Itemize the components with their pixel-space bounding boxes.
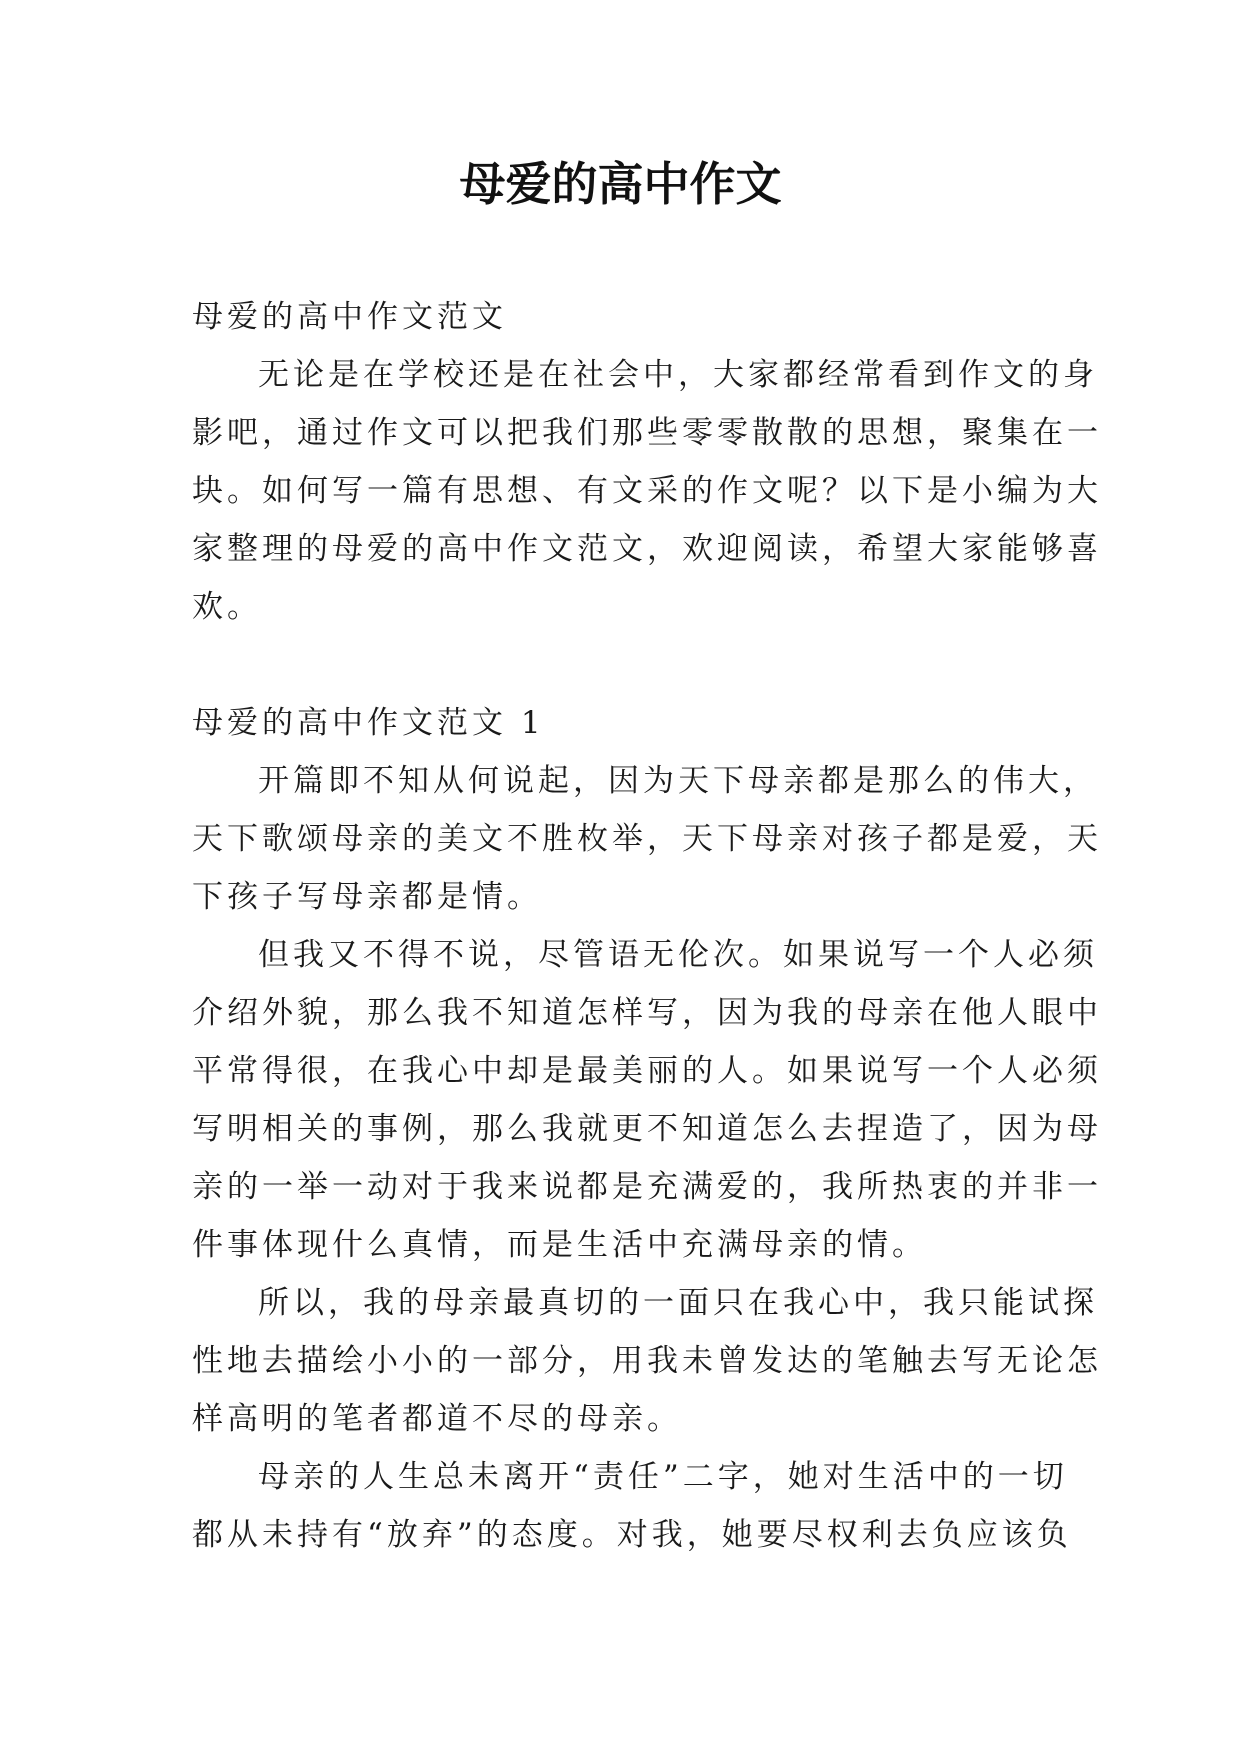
paragraph-line: 开篇即不知从何说起，因为天下母亲都是那么的伟大， — [258, 763, 1098, 799]
section-heading: 母爱的高中作文范文 — [192, 299, 507, 335]
paragraph-line: 写明相关的事例，那么我就更不知道怎么去捏造了，因为母 — [192, 1111, 1102, 1147]
paragraph-line: 样高明的笔者都道不尽的母亲。 — [192, 1401, 682, 1437]
paragraph-line: 所以，我的母亲最真切的一面只在我心中，我只能试探 — [258, 1285, 1098, 1321]
paragraph-line: 都从未持有“放弃”的态度。对我，她要尽权利去负应该负 — [192, 1517, 1072, 1553]
paragraph-line: 平常得很，在我心中却是最美丽的人。如果说写一个人必须 — [192, 1053, 1102, 1089]
paragraph-line: 性地去描绘小小的一部分，用我未曾发达的笔触去写无论怎 — [192, 1343, 1102, 1379]
section-heading: 母爱的高中作文范文 1 — [192, 705, 545, 741]
blank-line — [192, 636, 1060, 694]
paragraph-line: 件事体现什么真情，而是生活中充满母亲的情。 — [192, 1227, 927, 1263]
paragraph-line: 母亲的人生总未离开“责任”二字，她对生活中的一切 — [258, 1459, 1068, 1495]
paragraph-line: 天下歌颂母亲的美文不胜枚举，天下母亲对孩子都是爱，天 — [192, 821, 1102, 857]
document-title: 母爱的高中作文 — [459, 157, 782, 211]
document-body — [192, 288, 1102, 1564]
paragraph-line: 块。如何写一篇有思想、有文采的作文呢？以下是小编为大 — [192, 473, 1102, 509]
paragraph-line: 无论是在学校还是在社会中，大家都经常看到作文的身 — [258, 357, 1098, 393]
paragraph-line: 但我又不得不说，尽管语无伦次。如果说写一个人必须 — [258, 937, 1098, 973]
paragraph-line: 家整理的母爱的高中作文范文，欢迎阅读，希望大家能够喜 — [192, 531, 1102, 567]
paragraph-line: 欢。 — [192, 589, 262, 625]
paragraph-line: 下孩子写母亲都是情。 — [192, 879, 542, 915]
paragraph-line: 影吧，通过作文可以把我们那些零零散散的思想，聚集在一 — [192, 415, 1102, 451]
paragraph-line: 亲的一举一动对于我来说都是充满爱的，我所热衷的并非一 — [192, 1169, 1102, 1205]
paragraph-line: 介绍外貌，那么我不知道怎样写，因为我的母亲在他人眼中 — [192, 995, 1102, 1031]
